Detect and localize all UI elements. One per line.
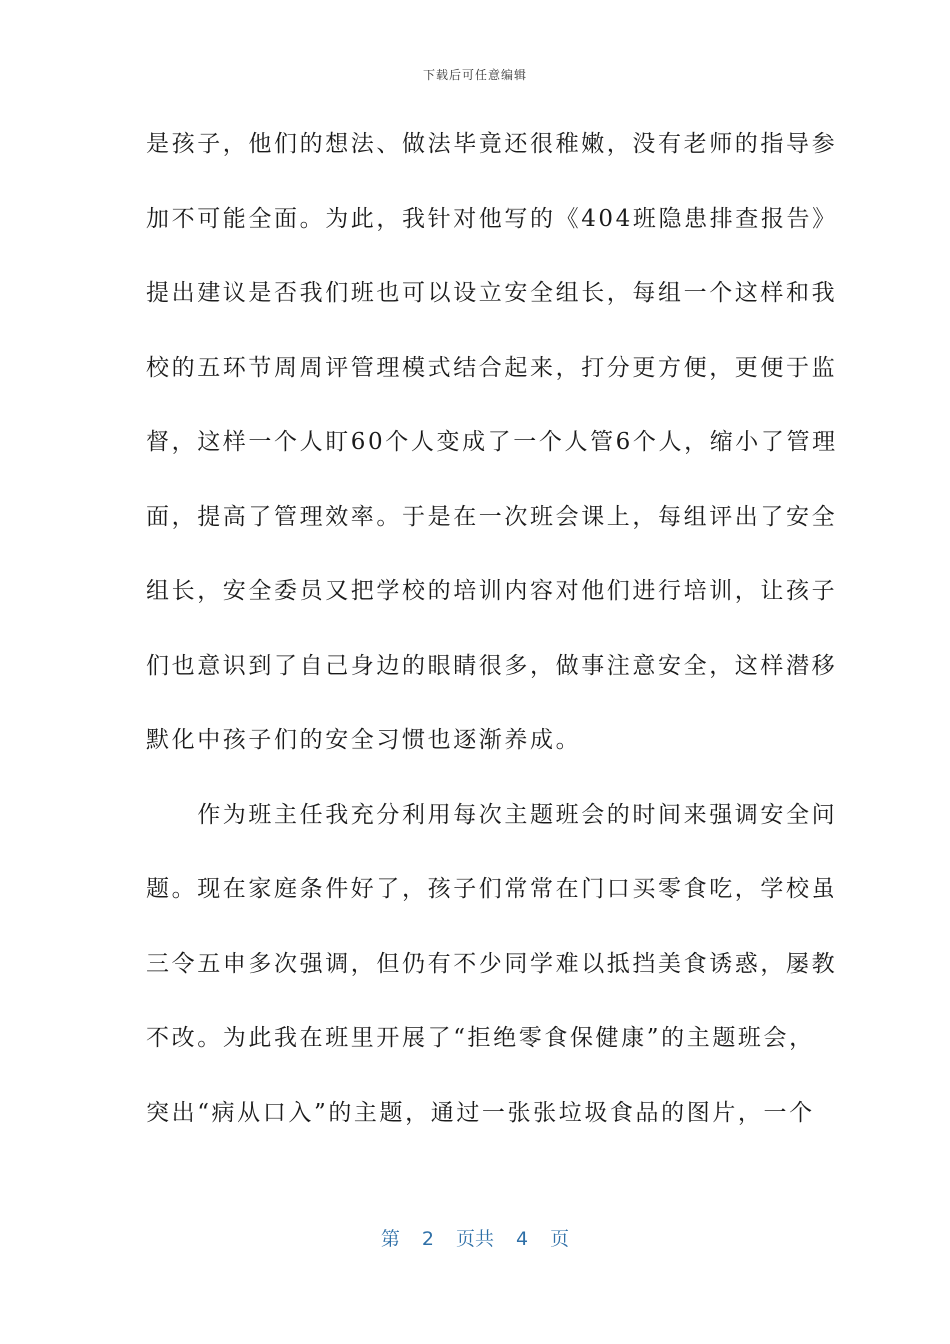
text-line: 们也意识到了自己身边的眼睛很多，做事注意安全，这样潜移: [146, 652, 838, 679]
document-body: [146, 124, 838, 1167]
footer-total-pages: 4: [516, 1228, 529, 1250]
text-line: 校的五环节周周评管理模式结合起来，打分更方便，更便于监: [146, 354, 838, 381]
footer-middle: 页共: [455, 1228, 494, 1250]
footer-suffix: 页: [550, 1228, 570, 1250]
text-line: 默化中孩子们的安全习惯也逐渐养成。: [146, 727, 582, 753]
text-line: 面，提高了管理效率。于是在一次班会课上，每组评出了安全: [146, 503, 838, 530]
text-line: 组长，安全委员又把学校的培训内容对他们进行培训，让孩子: [146, 578, 838, 604]
text-line: 三令五申多次强调，但仍有不少同学难以抵挡美食诱惑，屡教: [146, 950, 838, 977]
text-line: 是孩子，他们的想法、做法毕竟还很稚嫩，没有老师的指导参: [146, 131, 838, 157]
footer-page-number: 2: [421, 1228, 434, 1250]
text-line: 不改。为此我在班里开展了“拒绝零食保健康”的主题班会，: [146, 1025, 815, 1051]
text-line: 作为班主任我充分利用每次主题班会的时间来强调安全问: [146, 801, 838, 828]
text-line: 加不可能全面。为此，我针对他写的《404班隐患排查报告》: [146, 205, 838, 232]
text-line: 提出建议是否我们班也可以设立安全组长，每组一个这样和我: [146, 280, 838, 306]
text-line: 督，这样一个人盯60个人变成了一个人管6个人，缩小了管理: [146, 429, 838, 455]
page-footer: [0, 1224, 950, 1251]
text-line: 突出“病从口入”的主题，通过一张张垃圾食品的图片，一个: [146, 1099, 815, 1126]
page-header: 下载后可任意编辑: [422, 68, 527, 82]
footer-prefix: 第: [380, 1228, 400, 1250]
text-line: 题。现在家庭条件好了，孩子们常常在门口买零食吃，学校虽: [146, 876, 838, 902]
